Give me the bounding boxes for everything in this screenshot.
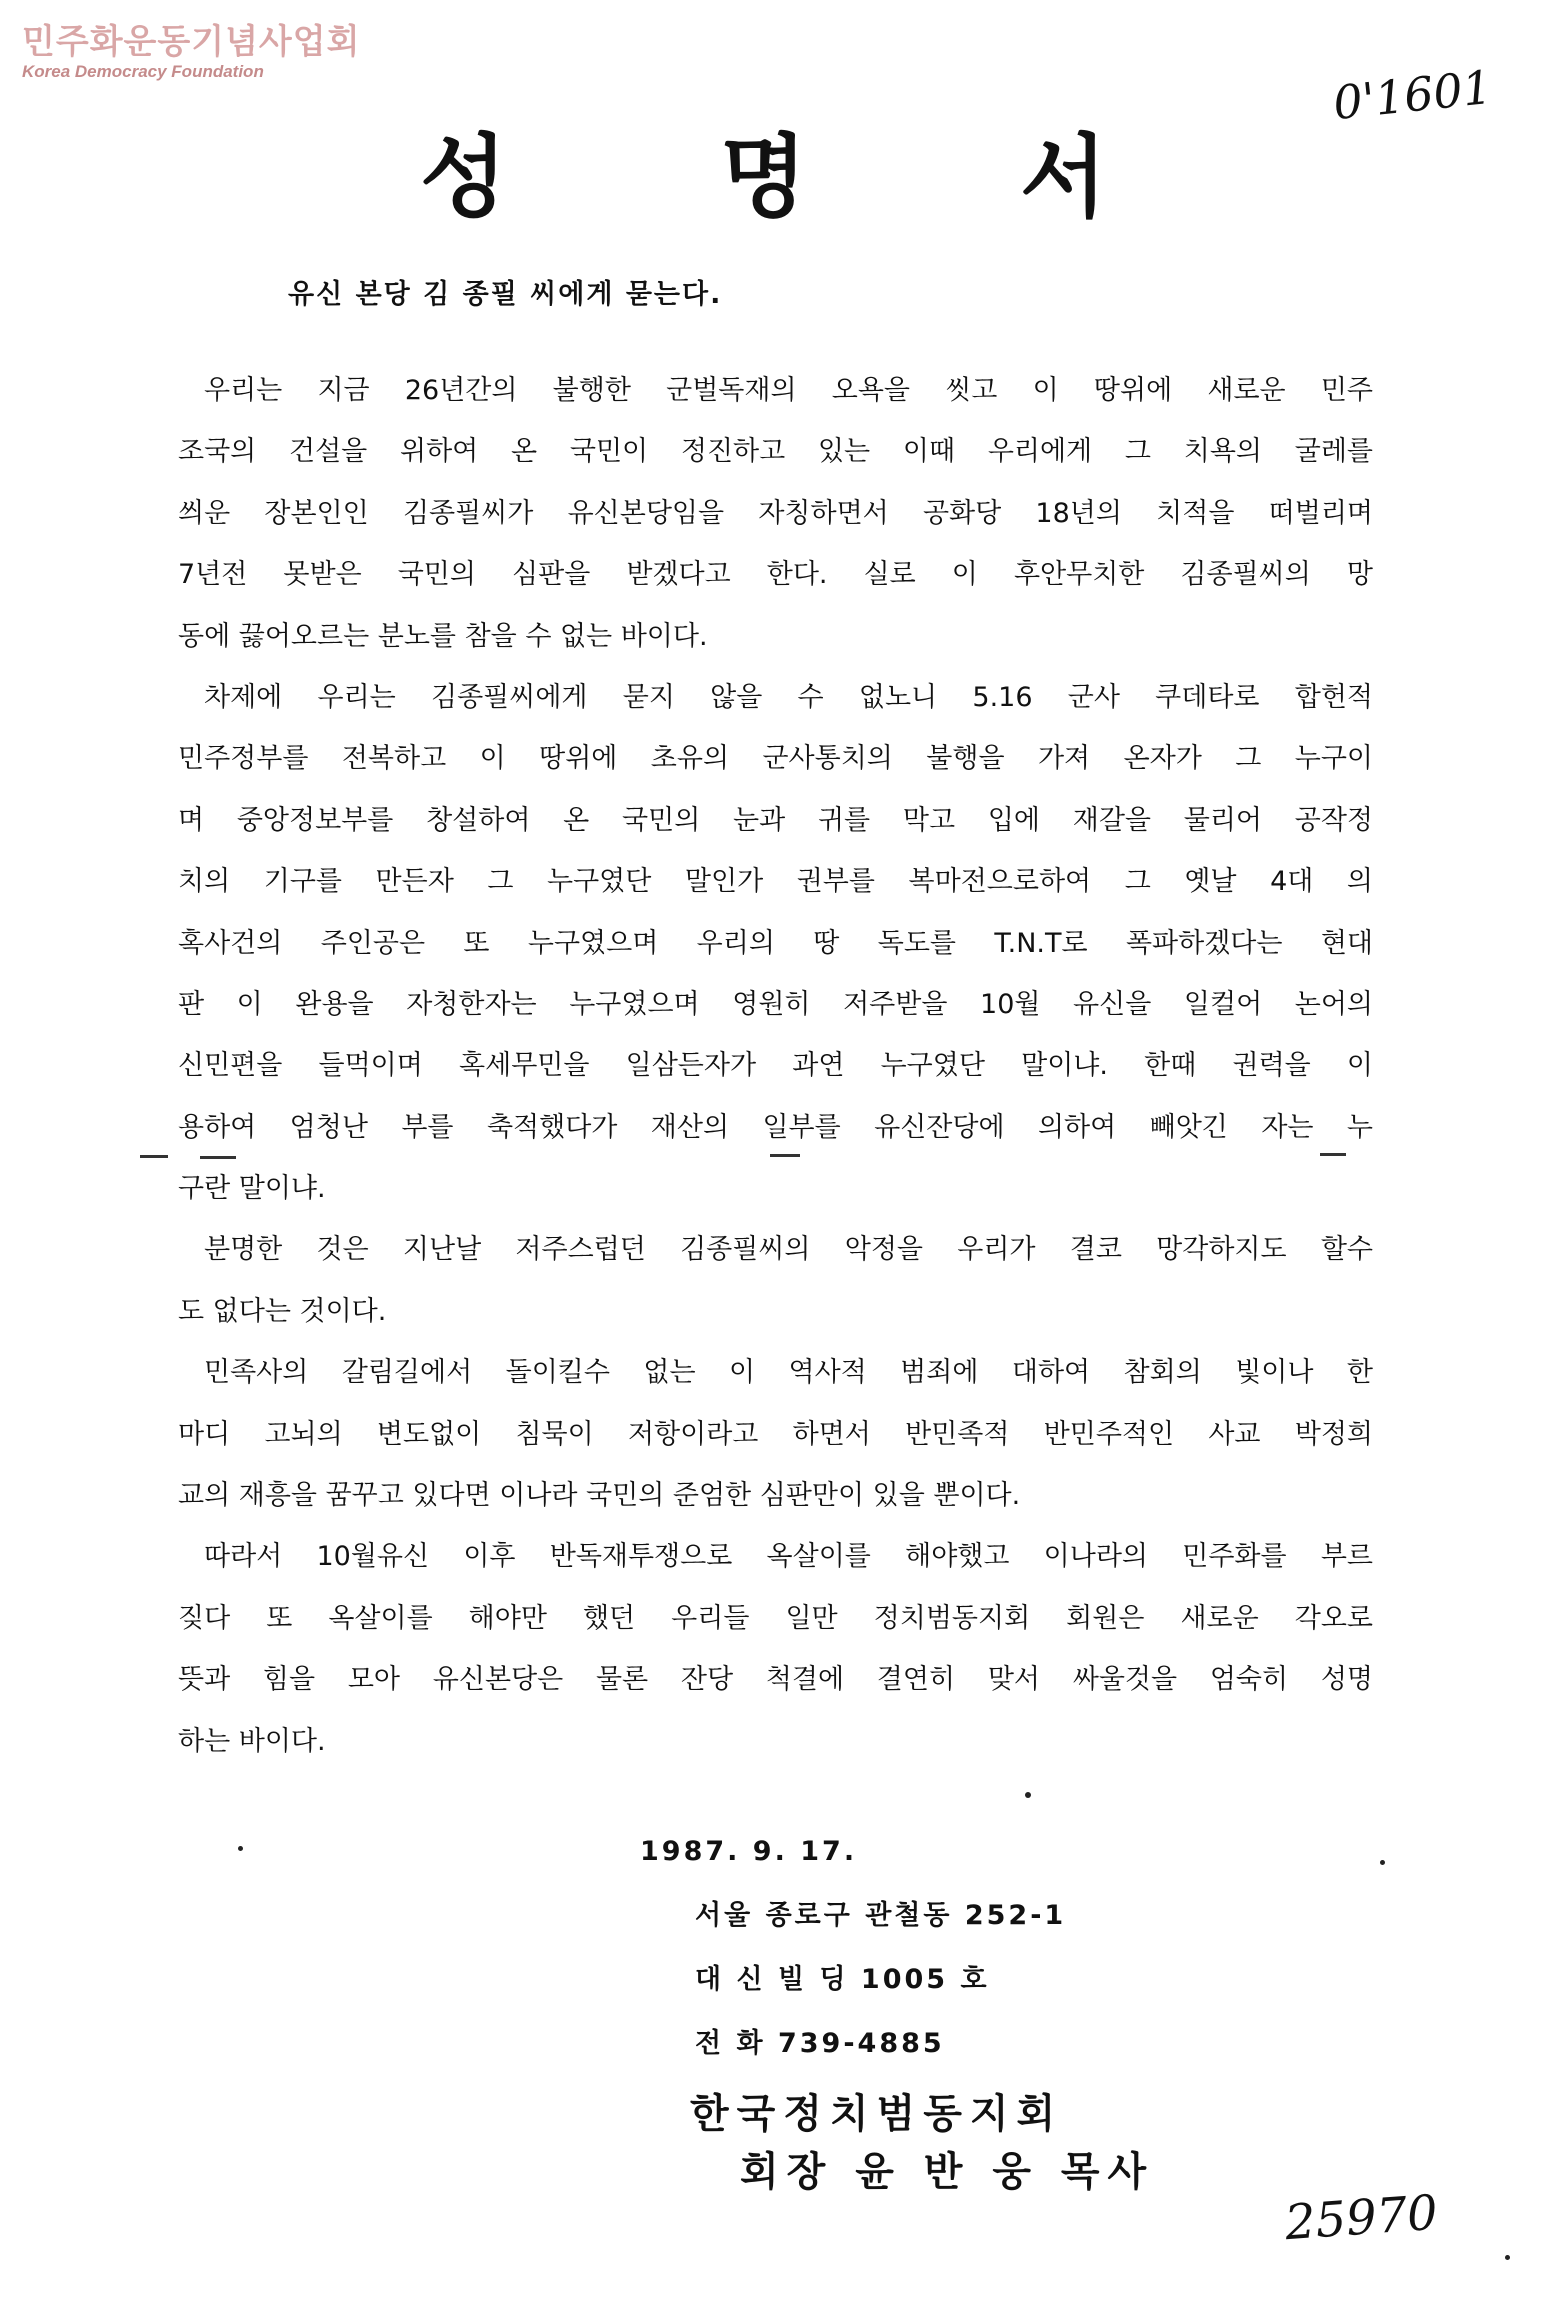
watermark-english: Korea Democracy Foundation [22,62,264,81]
body-line: 혹사건의 주인공은 또 누구였으며 우리의 땅 독도를 T.N.T로 폭파하겠다는 현대 [178,927,1373,959]
document-title [0,125,1548,230]
body-line: 따라서 10월유신 이후 반독재투쟁으로 옥살이를 해야했고 이나라의 민주화를 부르 [204,1541,1373,1573]
body-line: 차제에 우리는 김종필씨에게 묻지 않을 수 없노니 5.16 군사 쿠데타로 합헌적 [204,681,1373,713]
foundation-watermark [22,22,360,82]
scan-speck [200,1156,236,1159]
body-line: 판 이 완용을 자청한자는 누구였으며 영원히 저주받을 10월 유신을 일컬어 논어의 [178,988,1373,1020]
signatory-name: 회장 윤 반 웅 목사 [740,2149,1155,2195]
issuer-building: 대 신 빌 딩 1005 호 [695,1964,990,1995]
watermark-korean: 민주화운동기념사업회 [22,22,361,62]
issue-date: 1987. 9. 17. [640,1836,858,1867]
scan-speck [1025,1792,1031,1798]
body-line: 7년전 못받은 국민의 심판을 받겠다고 한다. 실로 이 후안무치한 김종필씨의 망 [178,559,1373,591]
statement-body [178,360,1373,1772]
body-line: 도 없다는 것이다. [178,1295,387,1327]
scan-speck [1320,1153,1346,1156]
issuer-address: 서울 종로구 관철동 252-1 [695,1900,1067,1931]
body-line: 며 중앙정보부를 창설하여 온 국민의 눈과 귀를 막고 입에 재갈을 물리어 공작정 [178,804,1373,836]
body-line: 짖다 또 옥살이를 해야만 했던 우리들 일만 정치범동지회 회원은 새로운 각오로 [178,1602,1373,1634]
document-subtitle: 유신 본당 김 종필 씨에게 묻는다. [288,279,723,310]
scan-speck [770,1154,800,1157]
organization-name: 한국정치범동지회 [690,2091,1064,2137]
body-line: 하는 바이다. [178,1725,326,1757]
body-line: 치의 기구를 만든자 그 누구였단 말인가 권부를 복마전으로하여 그 옛날 4대 의 [178,866,1373,898]
title-char-3: 서 [1020,125,1107,230]
body-line: 교의 재흥을 꿈꾸고 있다면 이나라 국민의 준엄한 심판만이 있을 뿐이다. [178,1480,1021,1512]
body-line: 뜻과 힘을 모아 유신본당은 물론 잔당 척결에 결연히 맞서 싸울것을 엄숙히 성명 [178,1664,1373,1696]
body-line: 동에 끓어오르는 분노를 참을 수 없는 바이다. [178,620,708,652]
issuer-info [640,1820,1066,2076]
body-line: 분명한 것은 지난날 저주스럽던 김종필씨의 악정을 우리가 결코 망각하지도 할수 [204,1234,1373,1266]
body-line: 민주정부를 전복하고 이 땅위에 초유의 군사통치의 불행을 가져 온자가 그 누구이 [178,743,1373,775]
scan-speck [1380,1860,1385,1865]
body-line: 조국의 건설을 위하여 온 국민이 정진하고 있는 이때 우리에게 그 치욕의 굴레를 [178,436,1373,468]
body-line: 우리는 지금 26년간의 불행한 군벌독재의 오욕을 씻고 이 땅위에 새로운 민주 [204,375,1373,406]
issuer-phone: 전 화 739-4885 [695,2028,945,2059]
body-line: 구란 말이냐. [178,1173,326,1205]
handwritten-page-number: 25970 [1283,2184,1440,2252]
body-line: 용하여 엄청난 부를 축적했다가 재산의 일부를 유신잔당에 의하여 빼앗긴 자는 누 [178,1111,1373,1143]
issuing-organization-block [690,2085,1154,2201]
title-char-1: 성 [420,125,507,230]
title-char-2: 명 [720,125,807,230]
scan-speck [1505,2255,1510,2260]
handwritten-archive-number: 0'1601 [1330,59,1495,131]
scan-speck [238,1846,243,1851]
body-line: 신민편을 들먹이며 혹세무민을 일삼든자가 과연 누구였단 말이냐. 한때 권력을 이 [178,1050,1373,1082]
scan-speck [140,1155,168,1158]
body-line: 씌운 장본인인 김종필씨가 유신본당임을 자칭하면서 공화당 18년의 치적을 떠벌리며 [178,497,1373,529]
body-line: 마디 고뇌의 변도없이 침묵이 저항이라고 하면서 반민족적 반민주적인 사교 박정희 [178,1418,1373,1450]
body-line: 민족사의 갈림길에서 돌이킬수 없는 이 역사적 범죄에 대하여 참회의 빛이나 한 [204,1357,1373,1389]
